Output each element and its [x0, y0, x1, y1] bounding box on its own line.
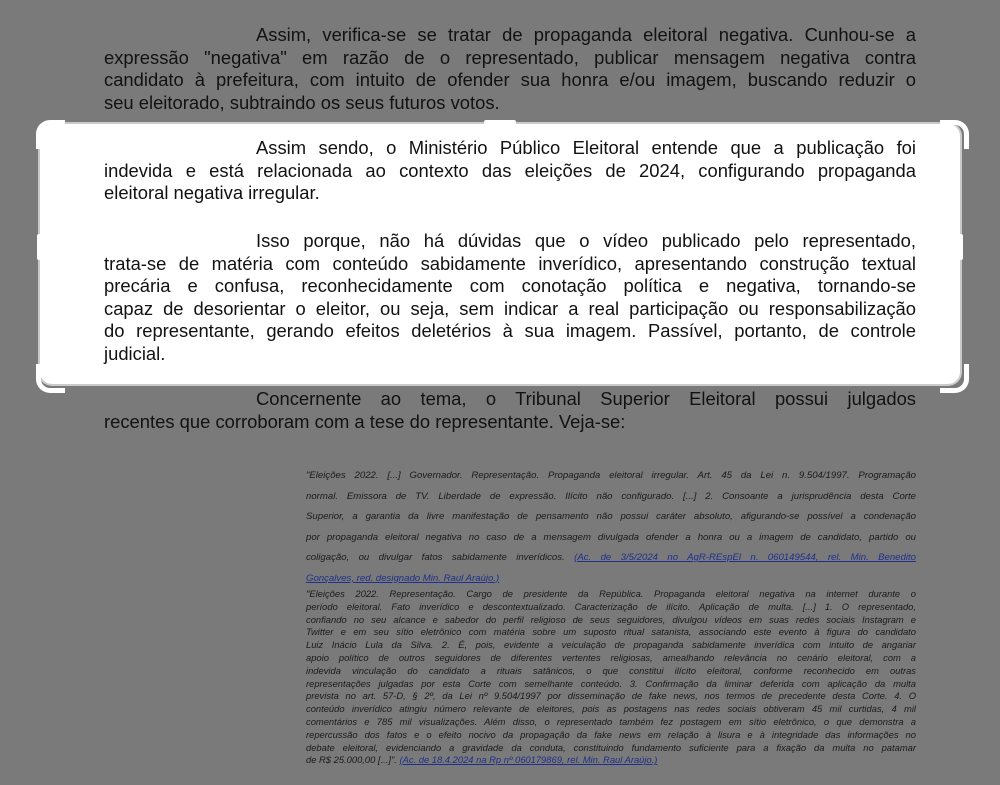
- text-line: seu eleitorado, subtraindo os seus futuros votos.: [104, 91, 500, 113]
- quote-line: [306, 754, 916, 767]
- selection-corner-handle[interactable]: [940, 120, 969, 149]
- selection-corner-handle[interactable]: [36, 364, 65, 393]
- quote-line: repercussão dos fatos e o efeito nocivo da propagação da fake news em relação à lisura e à integridade das informações no: [306, 728, 916, 740]
- quote-text: de R$ 25.000,00 [...]".: [306, 754, 397, 766]
- selection-edge-handle[interactable]: [37, 234, 42, 260]
- text-line: precária e confusa, reconhecidamente com conotação política e negativa, tornando-se: [104, 275, 916, 296]
- text-line: Assim, verifica-se se tratar de propaganda eleitoral negativa. Cunhou-se a: [256, 24, 916, 45]
- quote-line: apoio político de outros seguidores de diferentes vertentes religiosas, amealhando relevância no cenário eleitoral, com a: [306, 651, 916, 663]
- text-line: recentes que corroboram com a tese do representante. Veja-se:: [104, 410, 626, 432]
- text-line: Concernente ao tema, o Tribunal Superior Eleitoral possui julgados: [256, 388, 916, 409]
- quote-line: [306, 548, 916, 569]
- quote-line: Superior, a garantia da livre manifestação de pensamento não possui caráter absoluto, afigurando-se possível a condenação: [306, 511, 916, 522]
- quote-line: conteúdo inverídico atingiu número relevante de eleitores, pois as postagens nas redes sociais obtiveram 45 mil curtidas, 4 mil: [306, 703, 916, 715]
- citation-link[interactable]: (Ac. de 18.4.2024 na Rp nº 060179869, rel. Min. Raul Araújo.): [399, 754, 658, 766]
- paragraph-isso-porque: [104, 230, 916, 365]
- text-line: capaz de desorientar o eleitor, ou seja, sem indicar a real participação ou responsabilização: [104, 297, 916, 319]
- quote-line: representações julgadas por esta Corte com semelhante conteúdo. 3. Confirmação da liminar deferida com aplicação da multa: [306, 677, 916, 689]
- text-line: judicial.: [104, 342, 166, 364]
- quote-line: indevida vinculação do candidato a rituais satânicos, o que constitui ilícito eleitoral, conforme reconhecido em outras: [306, 664, 916, 676]
- text-line: eleitoral negativa irregular.: [104, 182, 320, 203]
- text-line: trata-se de matéria com conteúdo sabidamente inverídico, apresentando construção textual: [104, 252, 916, 274]
- quote-line: comentários e 785 mil visualizações. Além disso, o representado também fez postagem em sítio eletrônico, o que demonstra a: [306, 715, 916, 727]
- paragraph-concernente: [104, 388, 916, 433]
- quote-line: Luiz Inácio Lula da Silva. 2. É, pois, evidente a veiculação de propaganda sabidamente inverídica com intuito de angariar: [306, 639, 916, 651]
- quote-line: "Eleições 2022. [...] Governador. Representação. Propaganda eleitoral irregular. Art. 45 da Lei n. 9.504/1997. Programação: [306, 470, 916, 481]
- citation-link[interactable]: Gonçalves, red. designado Min. Raul Araújo.): [306, 572, 500, 584]
- text-line: candidato à prefeitura, com intuito de ofender sua honra e/ou imagem, buscando reduzir o: [104, 69, 916, 90]
- text-line: Assim sendo, o Ministério Público Eleitoral entende que a publicação foi: [256, 137, 916, 158]
- quote-line: normal. Emissora de TV. Liberdade de expressão. Ilícito não configurado. [...] 2. Consoante a jurisprudência desta Corte: [306, 490, 916, 502]
- quote-line: período eleitoral. Fato inverídico e descontextualizado. Caracterização de ilícito. Aplicação de multa. [...] 1. O representado,: [306, 600, 916, 612]
- jurisprudence-quote-2: [306, 588, 916, 767]
- quote-line: "Eleições 2022. Representação. Cargo de presidente da República. Propaganda eleitoral negativa na internet durante o: [306, 588, 916, 599]
- jurisprudence-quote-1: [306, 466, 916, 589]
- quote-line: [306, 569, 916, 590]
- paragraph-propaganda-negativa: [104, 24, 916, 114]
- paragraph-ministerio-publico: [104, 137, 916, 205]
- citation-link[interactable]: (Ac. de 3/5/2024 no AgR-REspEl n. 060149544, rel. Min. Benedito: [574, 552, 916, 563]
- selection-corner-handle[interactable]: [36, 120, 65, 149]
- text-line: indevida e está relacionada ao contexto das eleições de 2024, configurando propaganda: [104, 159, 916, 181]
- quote-line: por propaganda eleitoral negativa no caso de a mensagem divulgada ofender a honra ou a imagem de candidato, partido ou: [306, 531, 916, 543]
- quote-line: prevista no art. 57-D, § 2º, da Lei nº 9.504/1997 por disseminação de fake news, nos termos de precedente desta Corte. 4. O: [306, 690, 916, 702]
- quote-line: confiando no seu alcance e sabedor do perfil religioso de seus seguidores, divulgou vídeos em suas redes sociais Instagram e: [306, 613, 916, 625]
- selection-edge-handle[interactable]: [958, 234, 963, 260]
- selection-edge-handle[interactable]: [484, 120, 516, 125]
- quote-line: debate eleitoral, evidenciando a gravidade da conduta, constituindo fundamento suficiente para a fixação da multa no patamar: [306, 741, 916, 753]
- quote-line: Twitter e em seu sítio eletrônico com matéria sobre um suposto ritual satanista, associando este evento à figura do candidato: [306, 626, 916, 638]
- quote-text: coligação, ou divulgar fatos sabidamente inverídicos.: [306, 552, 565, 563]
- text-line: Isso porque, não há dúvidas que o vídeo publicado pelo representado,: [256, 230, 916, 251]
- text-line: expressão "negativa" em razão de o representado, publicar mensagem negativa contra: [104, 46, 916, 68]
- selection-edge-handle[interactable]: [484, 379, 516, 384]
- selection-corner-handle[interactable]: [940, 364, 969, 393]
- text-line: do representante, gerando efeitos deletérios à sua imagem. Passível, portanto, de controle: [104, 320, 916, 341]
